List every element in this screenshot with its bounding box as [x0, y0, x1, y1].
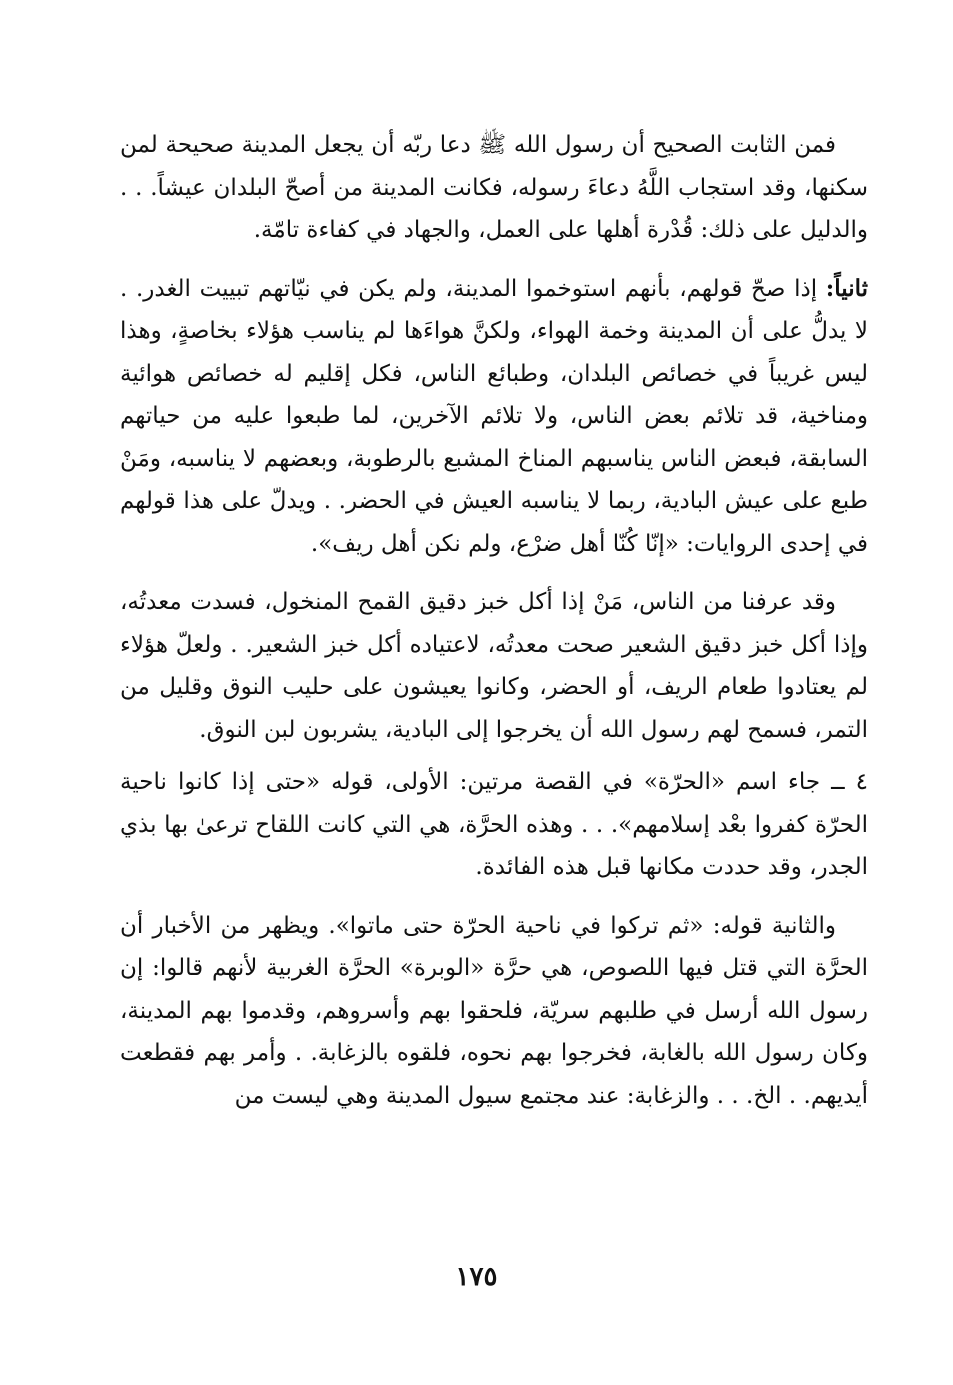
paragraph-3-text: وقد عرفنا من الناس، مَنْ إذا أكل خبز دقيق القمح المنخول، فسدت معدتُه، وإذا أكل خبز دقيق الشعير صحت معدتُه، لاعتياده أكل خبز الشعير. . ولعلّ هؤلاء لم يعتادوا طعام الريف، أو الحضر، وكانوا يعيشون على حليب النوق وقليل من التمر، فسمح لهم رسول الله أن يخرجوا إلى البادية، يشربون لبن النوق.	[120, 589, 868, 743]
paragraph-2-lead: ثانياً:	[825, 274, 868, 302]
paragraph-5-text: والثانية قوله: «ثم تركوا في ناحية الحرّة حتى ماتوا». ويظهر من الأخبار أن الحرَّة التي قتل فيها اللصوص، هي حرَّة «الوبرة» الحرَّة الغربية لأنهم قالوا: إن رسول الله أرسل في طلبهم سريّة، فلحقوا بهم وأسروهم، وقدموا بهم المدينة، وكان رسول الله بالغابة، فخرجوا بهم نحوه، فلقوه بالزغابة. . وأمر بهم فقطعت أيديهم. . الخ. . . والزغابة: عند مجتمع سيول المدينة وهي ليست من	[120, 912, 868, 1109]
paragraph-4	[120, 761, 868, 889]
body-text	[120, 124, 868, 1133]
paragraph-3	[120, 581, 868, 751]
paragraph-2	[120, 268, 868, 566]
paragraph-1-text: فمن الثابت الصحيح أن رسول الله ﷺ دعا ربّه أن يجعل المدينة صحيحة لمن سكنها، وقد استجاب اللَّهُ دعاءَ رسوله، فكانت المدينة من أصحّ البلدان عيشاً. . . والدليل على ذلك: قُدْرة أهلها على العمل، والجهاد في كفاءة تامّة.	[120, 132, 868, 243]
paragraph-2-text: إذا صحّ قولهم، بأنهم استوخموا المدينة، ولم يكن في نيّاتهم تبييت الغدر. . لا يدلُّ على أن المدينة وخمة الهواء، ولكنَّ هواءَها لم يناسب هؤلاء بخاصةٍ، وهذا ليس غريباً في خصائص البلدان، وطبائع الناس، فكل إقليم له خصائص هوائية ومناخية، قد تلائم بعض الناس، ولا تلائم الآخرين، لما طبعوا عليه من حياتهم السابقة، فبعض الناس يناسبهم المناخ المشبع بالرطوبة، وبعضهم لا يناسبه، ومَنْ طبع على عيش البادية، ربما لا يناسبه العيش في الحضر. . ويدلّ على هذا قولهم في إحدى الروايات: «إنّا كُنّا أهل ضرْع، ولم نكن أهل ريف».	[120, 275, 868, 557]
paragraph-4-text: ٤ ــ جاء اسم «الحرّة» في القصة مرتين: الأولى، قوله «حتى إذا كانوا ناحية الحرّة كفروا بعْد إسلامهم». . . وهذه الحرَّة، هي التي كانت اللقاح ترعىٰ بها بذي الجدر، وقد حددت مكانها قبل هذه الفائدة.	[120, 769, 868, 880]
page-number: ١٧٥	[455, 1262, 498, 1292]
paragraph-5	[120, 905, 868, 1118]
paragraph-1	[120, 124, 868, 252]
